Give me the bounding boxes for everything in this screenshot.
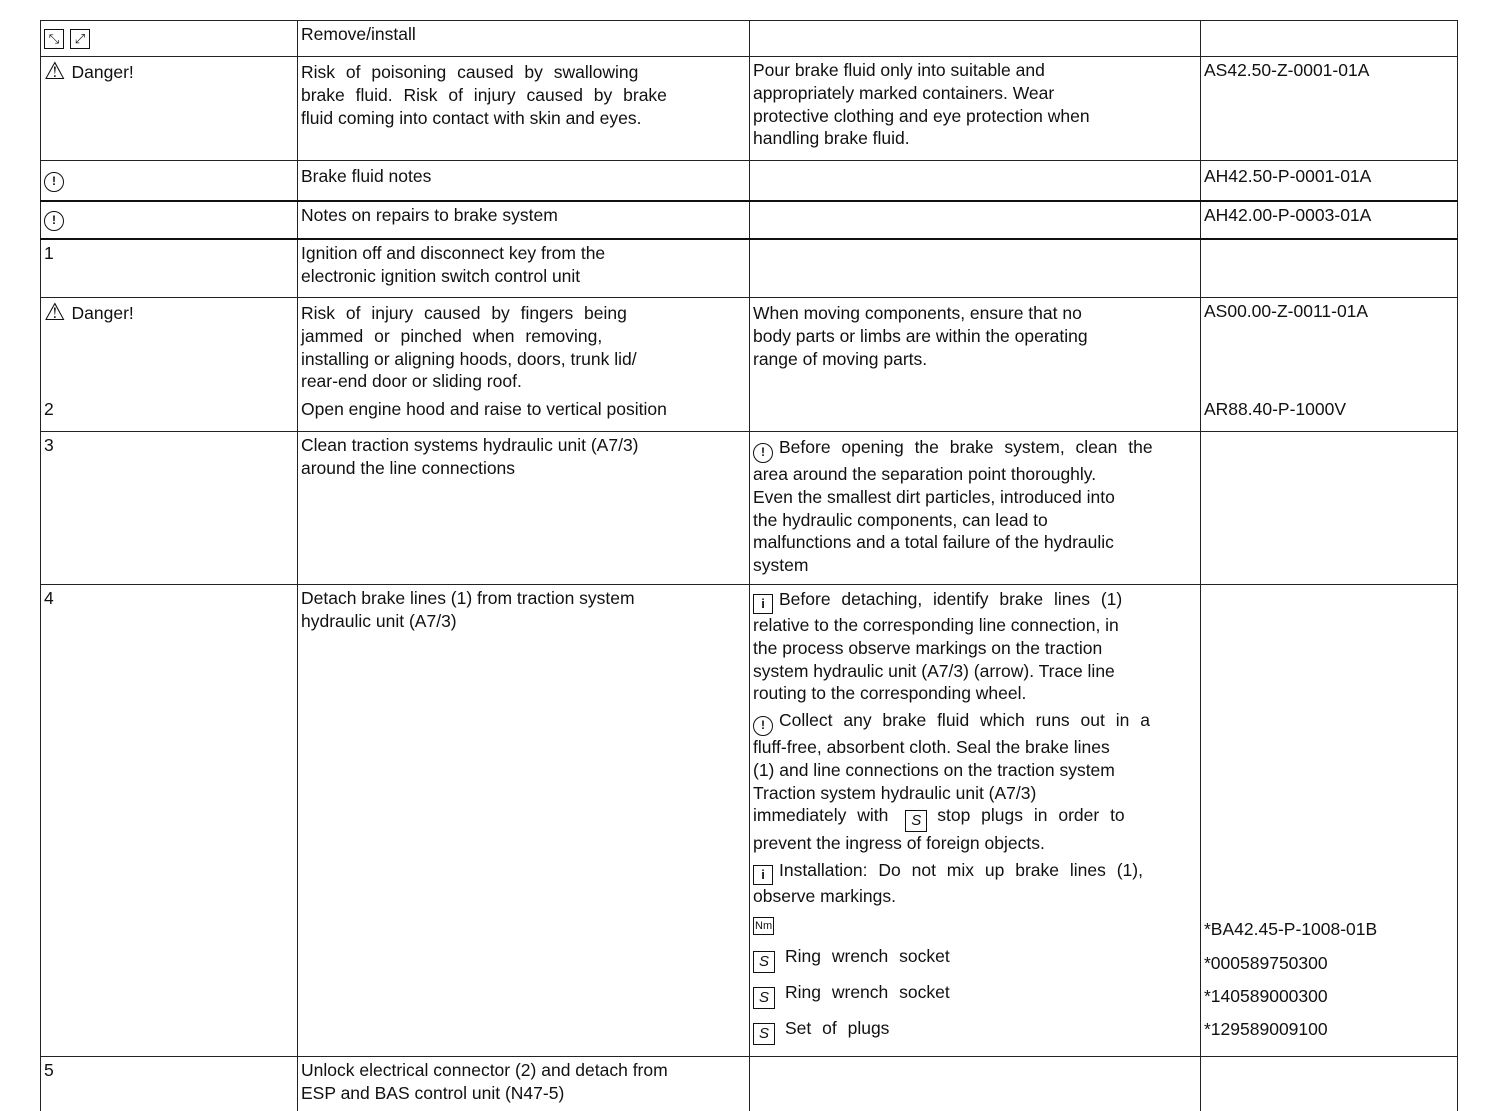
warning-icon: ⚠	[44, 299, 66, 327]
warning-icon: ⚠	[44, 58, 66, 86]
tool-number[interactable]: *140589000300	[1204, 986, 1328, 1006]
special-tool-icon[interactable]: S	[905, 810, 927, 832]
note-icon: !	[44, 211, 64, 231]
note-icon: !	[753, 443, 773, 463]
remove-icon: ⤡	[44, 29, 64, 49]
reference-link[interactable]: AR88.40-P-1000V	[1204, 399, 1347, 419]
info-icon: i	[753, 865, 773, 885]
danger-label: Danger!	[71, 62, 134, 82]
step-number: 2	[44, 399, 54, 419]
reference-link[interactable]: *BA42.45-P-1008-01B	[1204, 919, 1378, 939]
note-icon: !	[44, 172, 64, 192]
special-tool-icon[interactable]: S	[753, 1023, 775, 1045]
danger-label: Danger!	[71, 303, 134, 323]
step-number: 1	[44, 243, 54, 263]
notes-row-brake-system: ! Notes on repairs to brake system AH42.00-P-0003-01A	[40, 200, 1458, 238]
torque-icon[interactable]: Nm	[753, 917, 774, 935]
special-tool-icon[interactable]: S	[753, 987, 775, 1009]
step-row-3: 3 Clean traction systems hydraulic unit (A7/3) around the line connections ! Before opening the brake system, clean the area around the separation point thoroughly. Even the smallest dirt particles, introduced into the hydraulic components, can lead to malfunctions and a total failure of the hydraulic system	[40, 431, 1458, 584]
danger-row-brake-fluid: ⚠ Danger! Risk of poisoning caused by swallowing brake fluid. Risk of injury caused by brake fluid coming into contact with skin and eyes. Pour brake fluid only into suitable and appropriately marked containers. Wear protective clothing and eye protection when handling brake fluid. AS42.50-Z-0001-01A	[40, 56, 1458, 160]
reference-link[interactable]: AS42.50-Z-0001-01A	[1204, 60, 1370, 80]
notes-row-brake-fluid: ! Brake fluid notes AH42.50-P-0001-01A	[40, 160, 1458, 200]
header-row	[40, 20, 1458, 56]
step-number: 3	[44, 435, 54, 455]
step-number: 5	[44, 1060, 54, 1080]
header-title: Remove/install	[301, 24, 416, 44]
reference-link[interactable]: AH42.00-P-0003-01A	[1204, 205, 1372, 225]
install-icon: ⤢	[70, 29, 90, 49]
tool-number[interactable]: *000589750300	[1204, 953, 1328, 973]
procedure-table	[40, 20, 1458, 1111]
step-row-4: 4 Detach brake lines (1) from traction system hydraulic unit (A7/3) i Before detaching, identify brake lines (1) relative to the corresponding line connection, in the process observe markings on the traction system hydraulic unit (A7/3) (arrow). Trace line routing to the corresponding wheel. ! Collect any brake fluid which runs out in a fluff-free, absorbent cloth. Seal the brake lines (1) and line connections on the traction system Traction system hydraulic unit (A7/3) immediately with S stop plugs in order to prevent the ingress of foreign objects. i Installation: Do not mix up brake lines (1), observe markings. Nm S Ring wrench socket S Ring wrench socket S Set of plugs *BA42.45-P-1008-01B *000589750300 *140589000300 *129589009100	[40, 584, 1458, 1056]
reference-link[interactable]: AH42.50-P-0001-01A	[1204, 166, 1372, 186]
step-row-5: 5 Unlock electrical connector (2) and detach from ESP and BAS control unit (N47-5)	[40, 1056, 1458, 1111]
info-icon: i	[753, 594, 773, 614]
step-number: 4	[44, 588, 54, 608]
tool-number[interactable]: *129589009100	[1204, 1019, 1328, 1039]
special-tool-icon[interactable]: S	[753, 951, 775, 973]
danger-row-moving-parts: ⚠ Danger! 2 Risk of injury caused by fingers being jammed or pinched when removing, installing or aligning hoods, doors, trunk lid/ rear-end door or sliding roof. Open engine hood and raise to vertical position When moving components, ensure that no body parts or limbs are within the operating range of moving parts. AS00.00-Z-0011-01A AR88.40-P-1000V	[40, 297, 1458, 431]
note-icon: !	[753, 716, 773, 736]
reference-link[interactable]: AS00.00-Z-0011-01A	[1204, 301, 1369, 321]
step-row-1: 1 Ignition off and disconnect key from the electronic ignition switch control unit	[40, 238, 1458, 297]
